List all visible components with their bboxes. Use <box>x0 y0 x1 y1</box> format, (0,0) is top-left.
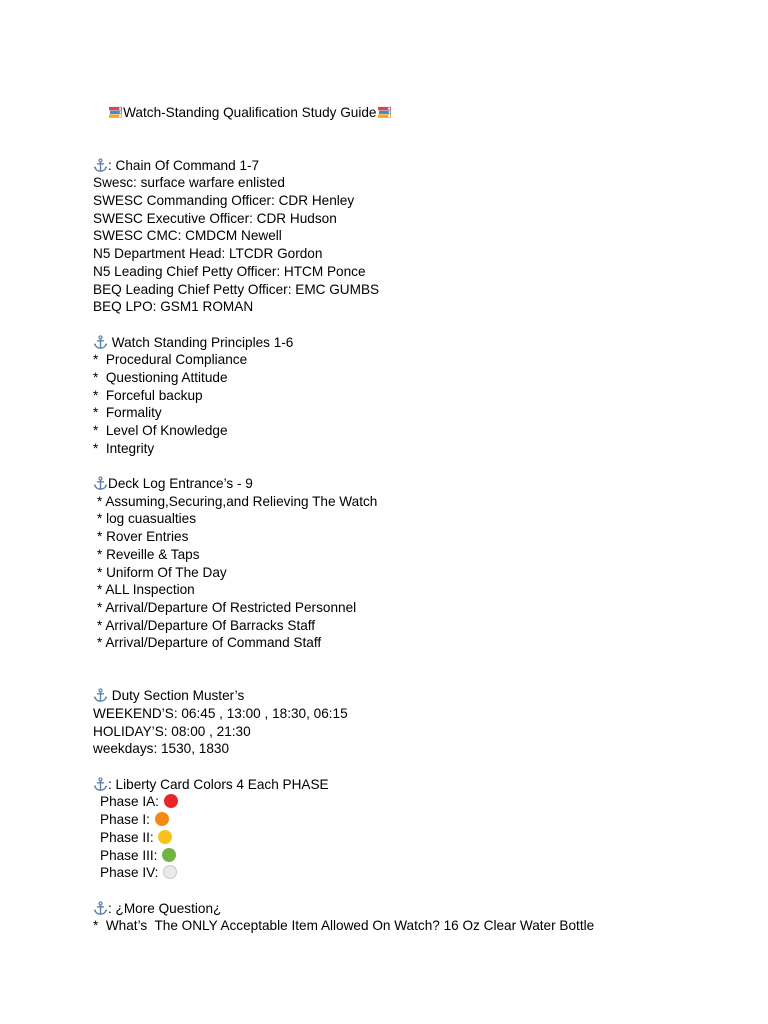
list-item: * Procedural Compliance <box>93 352 248 368</box>
liberty-card-section <box>93 776 753 882</box>
list-item: * Level Of Knowledge <box>93 423 228 438</box>
list-item: SWESC Executive Officer: CDR Hudson <box>93 210 337 226</box>
list-item: weekdays: 1530, 1830 <box>93 741 230 757</box>
books-icon <box>108 106 123 119</box>
list-item: Swesc: surface warfare enlisted <box>93 175 285 191</box>
green-circle-icon <box>162 848 176 862</box>
phase-iv-item: Phase IV: <box>93 864 753 882</box>
anchor-icon <box>93 335 108 350</box>
document-title-line <box>93 86 753 120</box>
list-item: N5 Leading Chief Petty Officer: HTCM Ponce <box>93 263 366 279</box>
section-heading: Watch Standing Principles 1-6 <box>93 334 753 352</box>
section-heading: : ¿More Question¿ <box>93 900 753 918</box>
section-heading: : Chain Of Command 1-7 <box>93 157 753 175</box>
more-questions-section <box>93 900 753 935</box>
list-item: * Arrival/Departure of Command Staff <box>97 635 322 651</box>
list-item: * Assuming,Securing,and Relieving The Watch <box>97 493 378 509</box>
list-item: SWESC CMC: CMDCM Newell <box>93 228 282 244</box>
list-item: BEQ Leading Chief Petty Officer: EMC GUMBS <box>93 281 380 297</box>
anchor-icon <box>93 158 108 173</box>
books-icon <box>377 106 392 119</box>
list-item: * Arrival/Departure Of Restricted Personnel <box>97 599 357 615</box>
study-guide-document <box>93 86 753 935</box>
red-circle-icon <box>164 794 178 808</box>
list-item: * Integrity <box>93 440 155 456</box>
yellow-circle-icon <box>158 830 172 844</box>
document-title: Watch-Standing Qualification Study Guide <box>123 104 377 120</box>
list-item: * Formality <box>93 405 162 421</box>
list-item: N5 Department Head: LTCDR Gordon <box>93 246 323 262</box>
list-item: BEQ LPO: GSM1 ROMAN <box>93 299 254 315</box>
phase-i-item: Phase I: <box>93 811 753 829</box>
list-item: HOLIDAY’S: 08:00 , 21:30 <box>93 723 251 739</box>
list-item: * Arrival/Departure Of Barracks Staff <box>97 617 316 633</box>
list-item: * Forceful backup <box>93 387 203 403</box>
list-item: * What’s The ONLY Acceptable Item Allowed On Watch? 16 Oz Clear Water Bottle <box>93 918 595 934</box>
phase-ii-item: Phase II: <box>93 829 753 847</box>
duty-muster-section <box>93 687 753 758</box>
section-heading: Deck Log Entrance’s - 9 <box>93 475 753 493</box>
deck-log-section <box>93 475 753 652</box>
list-item: * ALL Inspection <box>97 582 195 598</box>
phase-iii-item: Phase III: <box>93 847 753 865</box>
section-heading: Duty Section Muster’s <box>93 687 753 705</box>
list-item: * Uniform Of The Day <box>97 564 227 580</box>
list-item: SWESC Commanding Officer: CDR Henley <box>93 193 355 209</box>
phase-ia-item: Phase IA: <box>93 793 753 811</box>
white-circle-icon <box>163 865 177 879</box>
watch-principles-section <box>93 334 753 458</box>
anchor-icon <box>93 901 108 916</box>
anchor-icon <box>93 688 108 703</box>
list-item: WEEKEND’S: 06:45 , 13:00 , 18:30, 06:15 <box>93 706 348 722</box>
list-item: * log cuasualties <box>97 511 196 527</box>
anchor-icon <box>93 777 108 792</box>
list-item: * Questioning Attitude <box>93 369 228 385</box>
list-item: * Reveille & Taps <box>97 546 200 562</box>
list-item: * Rover Entries <box>97 529 189 545</box>
orange-circle-icon <box>155 812 169 826</box>
anchor-icon <box>93 476 108 491</box>
chain-of-command-section <box>93 157 753 316</box>
section-heading: : Liberty Card Colors 4 Each PHASE <box>93 776 753 794</box>
